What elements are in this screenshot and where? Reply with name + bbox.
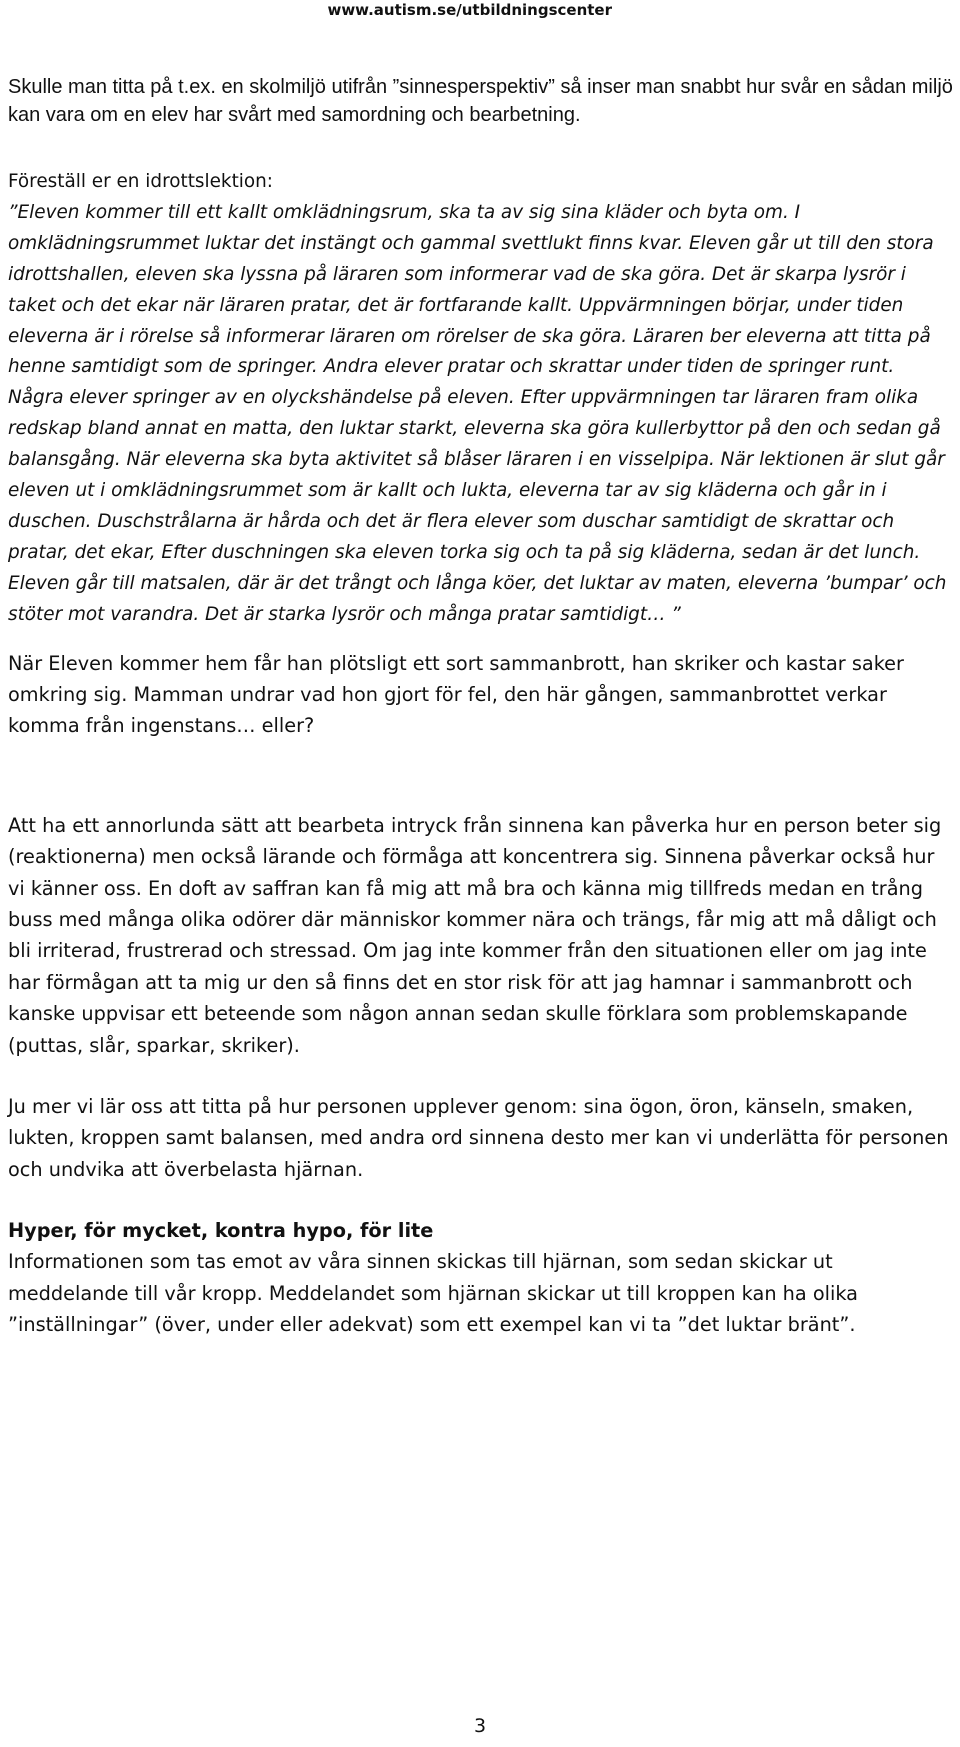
section-paragraph: Informationen som tas emot av våra sinnen skickas till hjärnan, som sedan skickar ut meddelande till vår kropp. Meddelandet som hjärnan skickar ut till kroppen kan ha olika ”inställningar” (över, under eller adekvat) som ett exempel kan vi ta ”det luktar bränt”.	[8, 1250, 858, 1337]
page-header-url: www.autism.se/utbildningscenter	[327, 1, 612, 19]
spacer	[8, 1185, 953, 1215]
spacer	[8, 742, 953, 810]
scenario-block	[8, 167, 953, 631]
outcome-paragraph: När Eleven kommer hem får han plötsligt ett sort sammanbrott, han skriker och kastar saker omkring sig. Mamman undrar vad hon gjort för fel, den här gången, sammanbrottet verkar komma från ingenstans… eller?	[8, 651, 904, 738]
page-number: 3	[473, 1715, 487, 1737]
spacer	[8, 631, 953, 648]
scenario-lead: Föreställ er en idrottslektion:	[8, 171, 274, 192]
senses-paragraph: Ju mer vi lär oss att titta på hur personen upplever genom: sina ögon, öron, känseln, smaken, lukten, kroppen samt balansen, med andra ord sinnena desto mer kan vi underlätta för personen och undvika att överbelasta hjärnan.	[8, 1095, 949, 1181]
spacer	[8, 129, 953, 167]
document-body	[8, 73, 953, 1341]
scenario-body: Eleven går ut till den stora idrottshallen, eleven ska lyssna på läraren som informerar vad de ska göra. Det är skarpa lysrör i taket och det ekar när läraren pratar, det är fortfarande kallt. Uppvärmningen börjar, under tiden eleverna är i rörelse så informerar läraren om rörelser de ska göra. Läraren ber eleverna att titta på henne samtidigt som de springer. Andra elever pratar och skrattar under tiden de springer runt. Några elever springer av en olyckshändelse på eleven. Efter uppvärmningen tar läraren fram olika redskap bland annat en matta, den luktar starkt, eleverna ska göra kullerbyttor på den och sedan gå balansgång. När eleverna ska byta aktivitet så blåser läraren i en visselpipa. När lektionen är slut går eleven ut i omklädningsrummet som är kallt och lukta, eleverna tar av sig kläderna och går in i duschen. Duschstrålarna är hårda och det är flera elever som duschar samtidigt de skrattar och pratar, det ekar, Efter duschningen ska eleven torka sig och ta på sig kläderna, sedan är det lunch. Eleven går till matsalen, där är det trångt och långa köer, det luktar av maten, eleverna ’bumpar’ och stöter mot varandra. Det är starka lysrör och många pratar samtidigt… ”	[8, 232, 947, 625]
intro-paragraph: Skulle man titta på t.ex. en skolmiljö utifrån ”sinnesperspektiv” så inser man snabbt hur svår en sådan miljö kan vara om en elev har svårt med samordning och bearbetning.	[8, 76, 953, 126]
spacer	[8, 1061, 953, 1091]
section-heading: Hyper, för mycket, kontra hypo, för lite	[8, 1219, 434, 1243]
processing-paragraph: Att ha ett annorlunda sätt att bearbeta intryck från sinnena kan påverka hur en person beter sig (reaktionerna) men också lärande och förmåga att koncentrera sig. Sinnena påverkar också hur vi känner oss. En doft av saffran kan få mig att må bra och känna mig tillfreds medan en trång buss med många olika odörer där människor kommer nära och trängs, får mig att må dåligt och bli irriterad, frustrerad och stressad. Om jag inte kommer från den situationen eller om jag inte har förmågan att ta mig ur den så finns det en stor risk för att jag hamnar i sammanbrott och kanske uppvisar ett beteende som någon annan sedan skulle förklara som problemskapande (puttas, slår, sparkar, skriker).	[8, 813, 942, 1057]
scenario-opening: ”Eleven kommer till ett kallt omklädningsrum, ska ta av sig sina kläder och byta om. I omklädningsrummet luktar det instängt och gammal svettlukt finns kvar.	[8, 201, 801, 254]
